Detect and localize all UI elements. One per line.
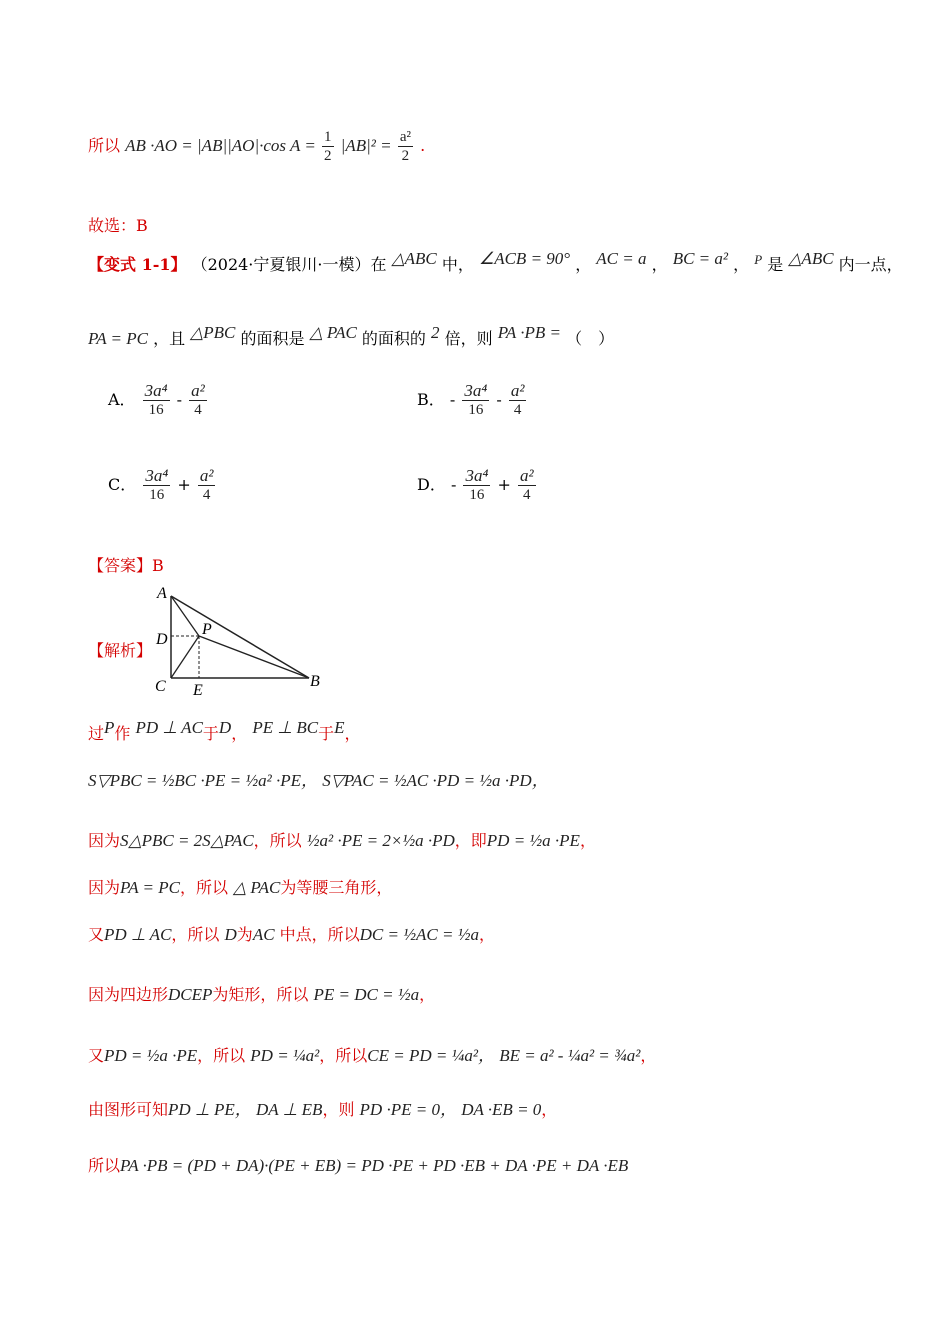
fraction-a2-over-2: $\frac{\text{a²}}{2}$ [399, 129, 411, 164]
fraction-half: $\frac{1}{2}$ [324, 129, 332, 164]
step-7: 又PD = ½a ·PE，所以 PD = ¼a²，所以CE = PD = ¼a²， BE = a² - ¼a² = ¾a²， [88, 1046, 657, 1065]
label-b: B [310, 673, 320, 690]
formula-line-1: 所以 AB ·AO = |AB||AO|·cos A = $\frac{1}{2}$ |AB|² = $\frac{\text{a²}}{2}$ . [88, 129, 426, 164]
triangle-figure [150, 582, 330, 700]
variant-line-2: PA = PC ，且 △PBC 的面积是 △ PAC 的面积的 2 倍，则 PA ·PB = （ ） [88, 323, 615, 348]
option-a[interactable]: A． $\frac{\text{3a⁴}}{16}$ - $\frac{\text{a²}}{4}$ [108, 381, 205, 418]
step-6: 因为四边形DCEP为矩形，所以 PE = DC = ½a， [88, 985, 436, 1004]
segment-pb [199, 636, 309, 678]
segment-pa [171, 596, 199, 636]
step-5: 又PD ⊥ AC，所以 D为AC 中点，所以DC = ½AC = ½a， [88, 925, 495, 944]
step-3: 因为S△PBC = 2S△PAC，所以 ½a² ·PE = 2×½a ·PD，即PD = ½a ·PE， [88, 831, 596, 850]
step-1: 过P作 PD ⊥ AC于D， PE ⊥ BC于E， [88, 718, 361, 743]
option-c[interactable]: C． $\frac{\text{3a⁴}}{16}$ + $\frac{\text{a²}}{4}$ [108, 466, 214, 503]
dot-product-formula: AB ·AO = |AB||AO|·cos A = [125, 136, 321, 155]
step-4: 因为PA = PC，所以 △ PAC为等腰三角形， [88, 878, 393, 897]
option-b[interactable]: B． - $\frac{\text{3a⁴}}{16}$ - $\frac{\text{a²}}{4}$ [417, 381, 525, 418]
answer-line: 【答案】B [88, 556, 164, 575]
label-a: A [157, 585, 167, 602]
label-p: P [202, 621, 212, 638]
label-e: E [193, 682, 203, 699]
variant-tag: 【变式 1-1】 [88, 255, 187, 274]
choice-line: 故选：B [88, 216, 148, 235]
segment-pc [171, 636, 199, 678]
step-9: 所以PA ·PB = (PD + DA)·(PE + EB) = PD ·PE + PD ·EB + DA ·PE + DA ·EB [88, 1156, 629, 1175]
variant-source: （2024·宁夏银川·一模）在 [191, 255, 387, 274]
segment-ab [171, 596, 309, 678]
step-8: 由图形可知PD ⊥ PE， DA ⊥ EB，则 PD ·PE = 0， DA ·EB = 0， [88, 1100, 558, 1119]
magnitude-squared: |AB|² = [340, 136, 396, 155]
label-c: C [155, 678, 166, 695]
label-d: D [156, 631, 168, 648]
option-d[interactable]: D． - $\frac{\text{3a⁴}}{16}$ + $\frac{\text{a²}}{4}$ [417, 466, 534, 503]
step-2: S▽PBC = ½BC ·PE = ½a² ·PE， S▽PAC = ½AC ·PD = ½a ·PD， [88, 771, 549, 790]
analysis-label: 【解析】 [88, 641, 153, 660]
text-suoyi: 所以 [88, 136, 121, 155]
variant-line-1: 【变式 1-1】 （2024·宁夏银川·一模）在 △ABC 中， ∠ACB = 90° ， AC = a ， BC = a² ， $^P$ 是 △ABC 内一点， [88, 249, 903, 274]
